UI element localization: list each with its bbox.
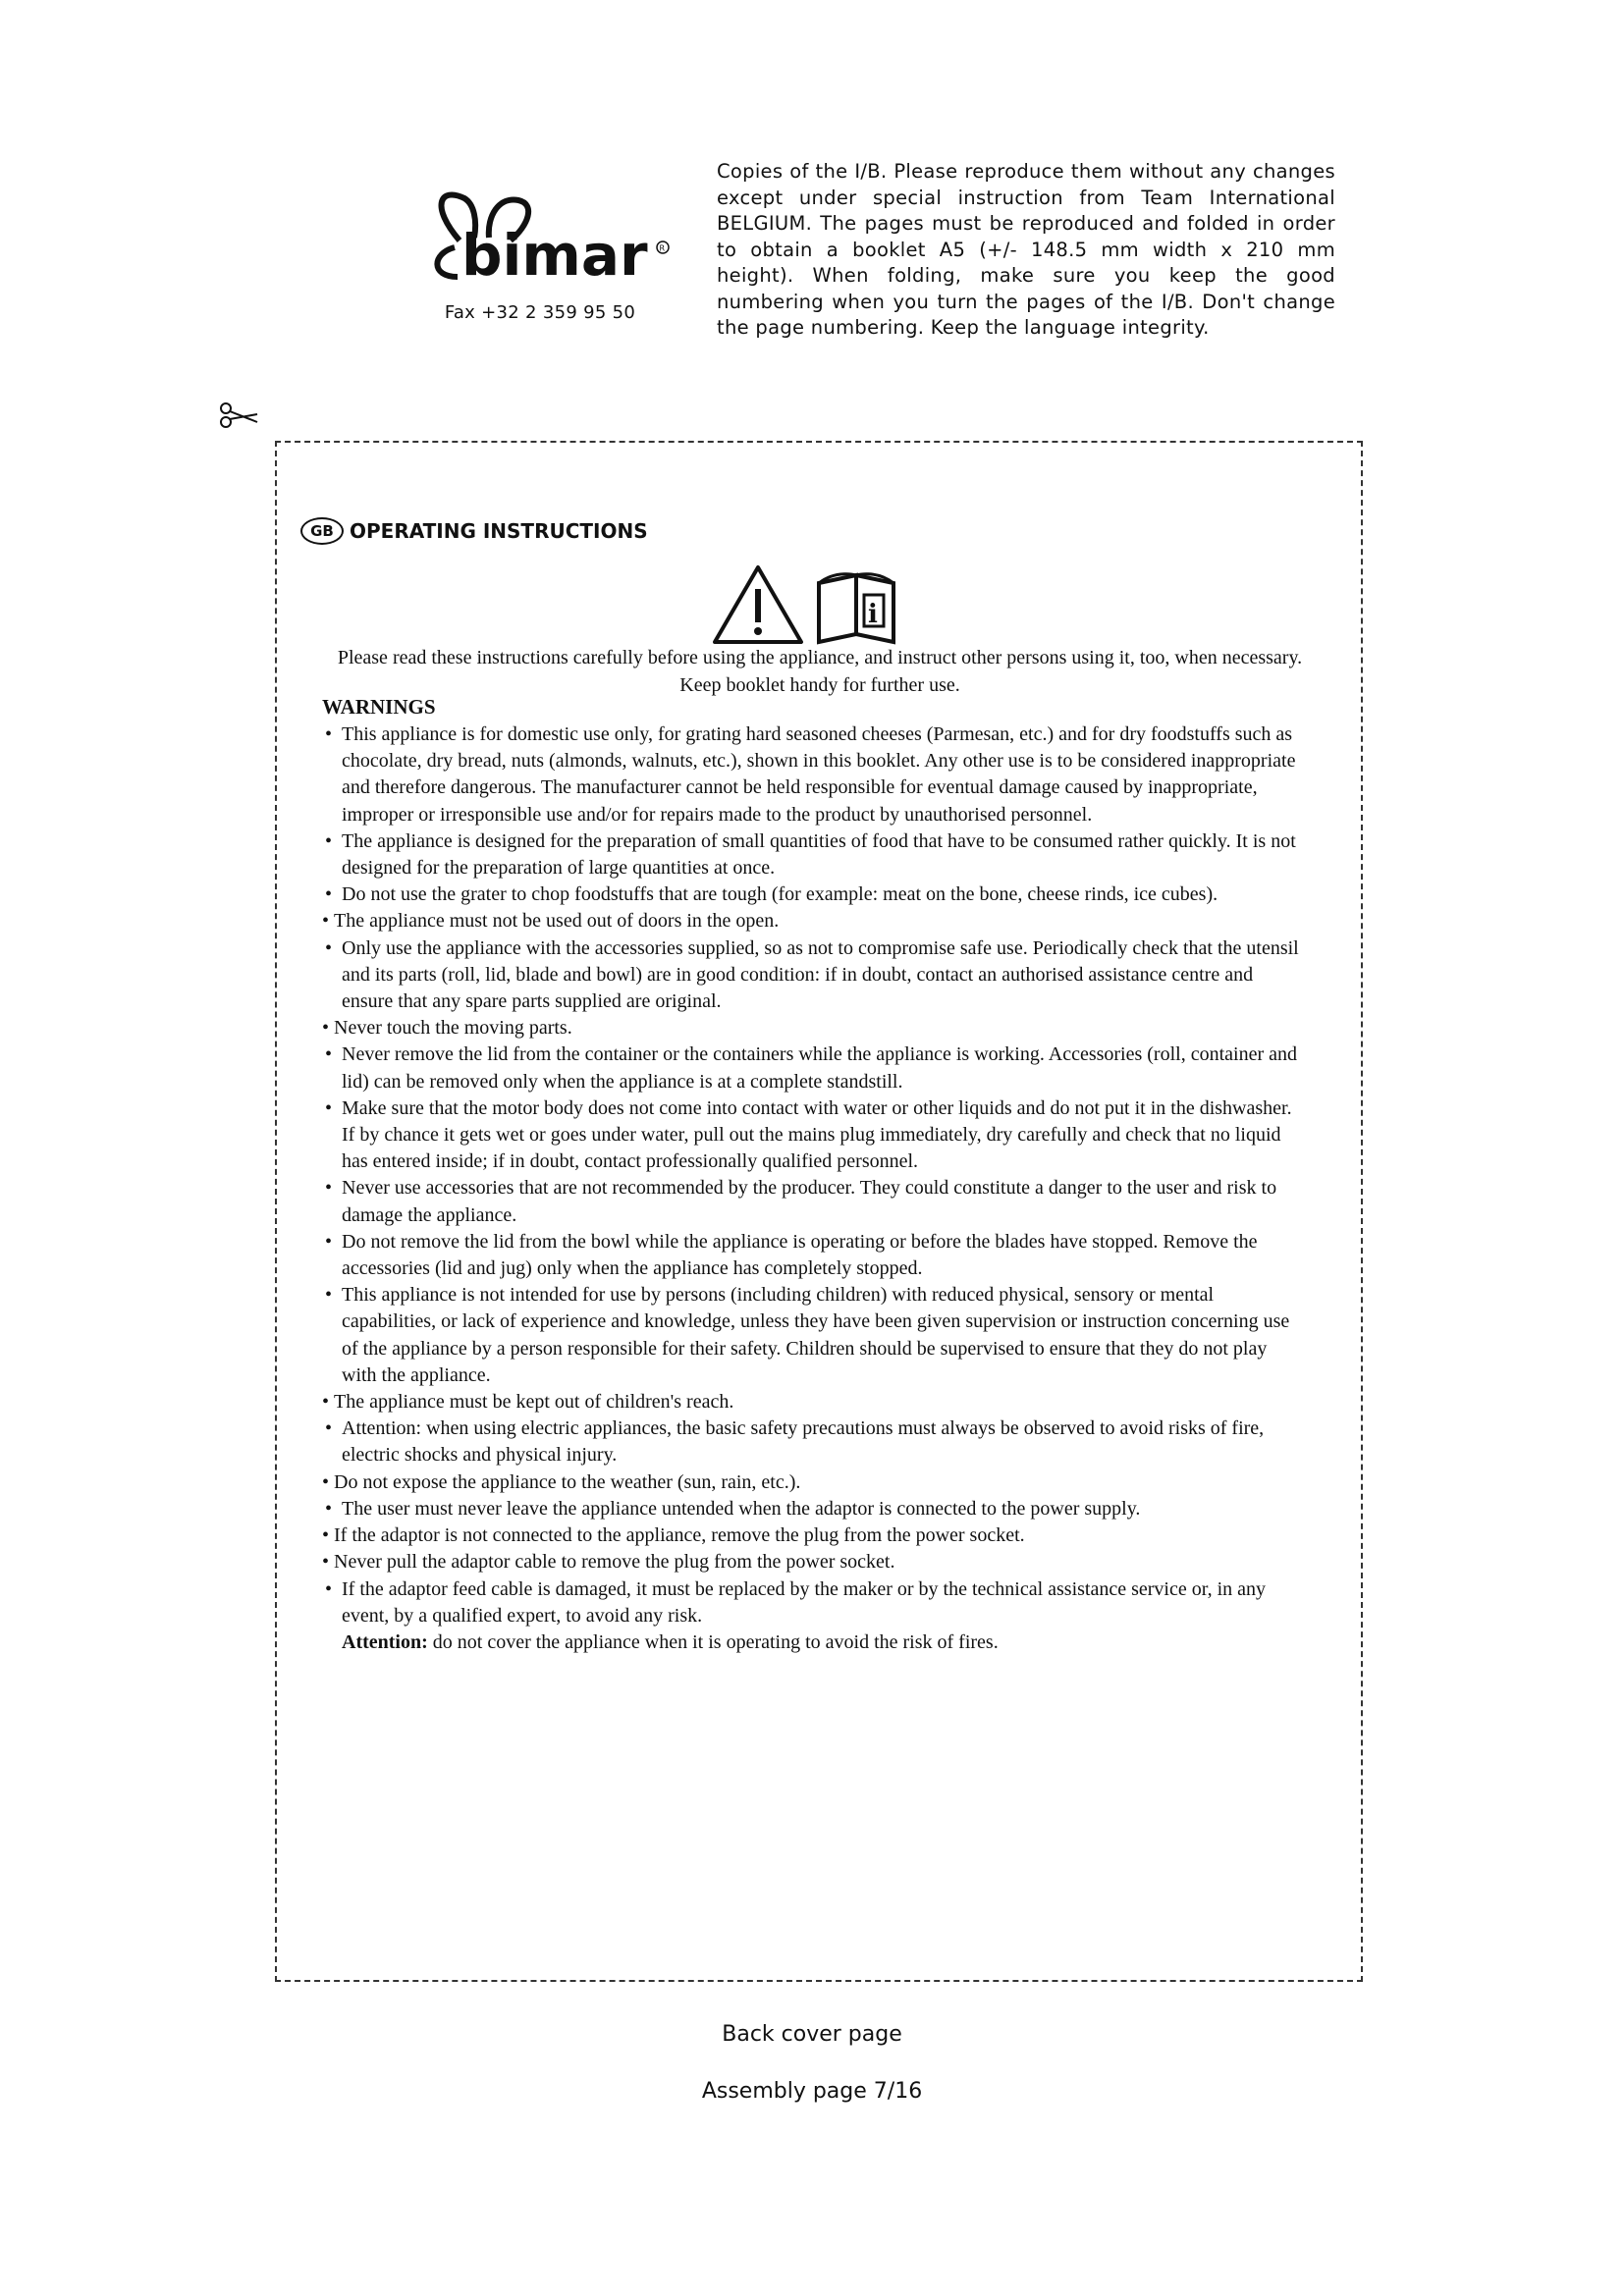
warnings-list <box>322 721 1304 1656</box>
scissors-icon <box>218 400 259 430</box>
section-heading <box>300 513 648 549</box>
safety-icons <box>709 561 917 648</box>
warning-item: • Never use accessories that are not recommended by the producer. They could constitute a danger to the user and risk to damage the appliance. <box>322 1175 1304 1228</box>
copies-instructions: Copies of the I/B. Please reproduce them without any changes except under special instruction from Team International BELGIUM. The pages must be reproduced and folded in order to obtain a booklet A5 (+/- 148.5 mm width x 210 mm height). When folding, make sure you keep the good numbering when you turn the pages of the I/B. Don't change the page numbering. Keep the language integrity. <box>717 160 1335 339</box>
fax-number: Fax +32 2 359 95 50 <box>444 302 636 323</box>
warning-item: • This appliance is for domestic use only, for grating hard seasoned cheeses (Parmesan, etc.) and for dry foodstuffs such as chocolate, dry bread, nuts (almonds, walnuts, etc.), shown in this booklet. Any other use is to be considered inappropriate and therefore dangerous. The manufacturer cannot be held responsible for eventual damage caused by inappropriate, improper or irresponsible use and/or for repairs made to the product by unauthorised personnel. <box>322 721 1304 828</box>
manual-info-icon <box>819 574 893 642</box>
intro-text: Please read these instructions carefully before using the appliance, and instruct other persons using it, too, when necessary. Keep booklet handy for further use. <box>337 647 1303 696</box>
warnings-heading: WARNINGS <box>322 695 436 719</box>
back-cover-label: Back cover page <box>722 2022 902 2047</box>
warning-item: • If the adaptor is not connected to the appliance, remove the plug from the power socket. <box>322 1522 1304 1549</box>
logo-wordmark: bimar <box>461 222 648 285</box>
assembly-page-label: Assembly page 7/16 <box>701 2079 923 2104</box>
warning-item: • Only use the appliance with the accessories supplied, so as not to compromise safe use. Periodically check that the utensil and its parts (roll, lid, blade and bowl) are in good condition: if in doubt, contact an authorised assistance centre and ensure that any spare parts supplied are original. <box>322 935 1304 1016</box>
warning-item: • Make sure that the motor body does not come into contact with water or other liquids and do not put it in the dishwasher. If by chance it gets wet or goes under water, pull out the mains plug immediately, dry carefully and check that no liquid has entered inside; if in doubt, contact professionally qualified personnel. <box>322 1095 1304 1176</box>
warning-item: • The appliance must not be used out of doors in the open. <box>322 908 1304 934</box>
warning-item: • Never remove the lid from the container or the containers while the appliance is working. Accessories (roll, container and lid) can be removed only when the appliance is at a complete standstill. <box>322 1041 1304 1095</box>
svg-text:i: i <box>868 600 878 629</box>
warning-item: • The appliance must be kept out of children's reach. <box>322 1389 1304 1415</box>
attention-label: Attention: <box>342 1630 428 1653</box>
gb-language-badge: GB <box>300 517 344 545</box>
bimar-logo <box>420 187 676 285</box>
warning-item: • The user must never leave the appliance untended when the adaptor is connected to the power supply. <box>322 1496 1304 1522</box>
warning-item: • Do not remove the lid from the bowl while the appliance is operating or before the blades have stopped. Remove the accessories (lid and jug) only when the appliance has completely stopped. <box>322 1229 1304 1282</box>
svg-text:R: R <box>659 243 666 253</box>
attention-text: do not cover the appliance when it is operating to avoid the risk of fires. <box>427 1630 999 1653</box>
attention-note <box>322 1629 1304 1656</box>
section-title: OPERATING INSTRUCTIONS <box>350 519 648 543</box>
warning-item: • Do not use the grater to chop foodstuffs that are tough (for example: meat on the bone, cheese rinds, ice cubes). <box>322 881 1304 908</box>
warning-triangle-icon <box>715 567 801 642</box>
warning-item: • The appliance is designed for the preparation of small quantities of food that have to be consumed rather quickly. It is not designed for the preparation of large quantities at once. <box>322 828 1304 881</box>
warning-item: • Do not expose the appliance to the weather (sun, rain, etc.). <box>322 1469 1304 1496</box>
warning-item: • Never touch the moving parts. <box>322 1015 1304 1041</box>
warning-item: • If the adaptor feed cable is damaged, it must be replaced by the maker or by the technical assistance service or, in any event, by a qualified expert, to avoid any risk. <box>322 1576 1304 1629</box>
warning-item: • This appliance is not intended for use by persons (including children) with reduced physical, sensory or mental capabilities, or lack of experience and knowledge, unless they have been given supervision or instruction concerning use of the appliance by a person responsible for their safety. Children should be supervised to ensure that they do not play with the appliance. <box>322 1282 1304 1389</box>
warning-item: • Attention: when using electric appliances, the basic safety precautions must always be observed to avoid risks of fire, electric shocks and physical injury. <box>322 1415 1304 1468</box>
warning-item: • Never pull the adaptor cable to remove the plug from the power socket. <box>322 1549 1304 1575</box>
